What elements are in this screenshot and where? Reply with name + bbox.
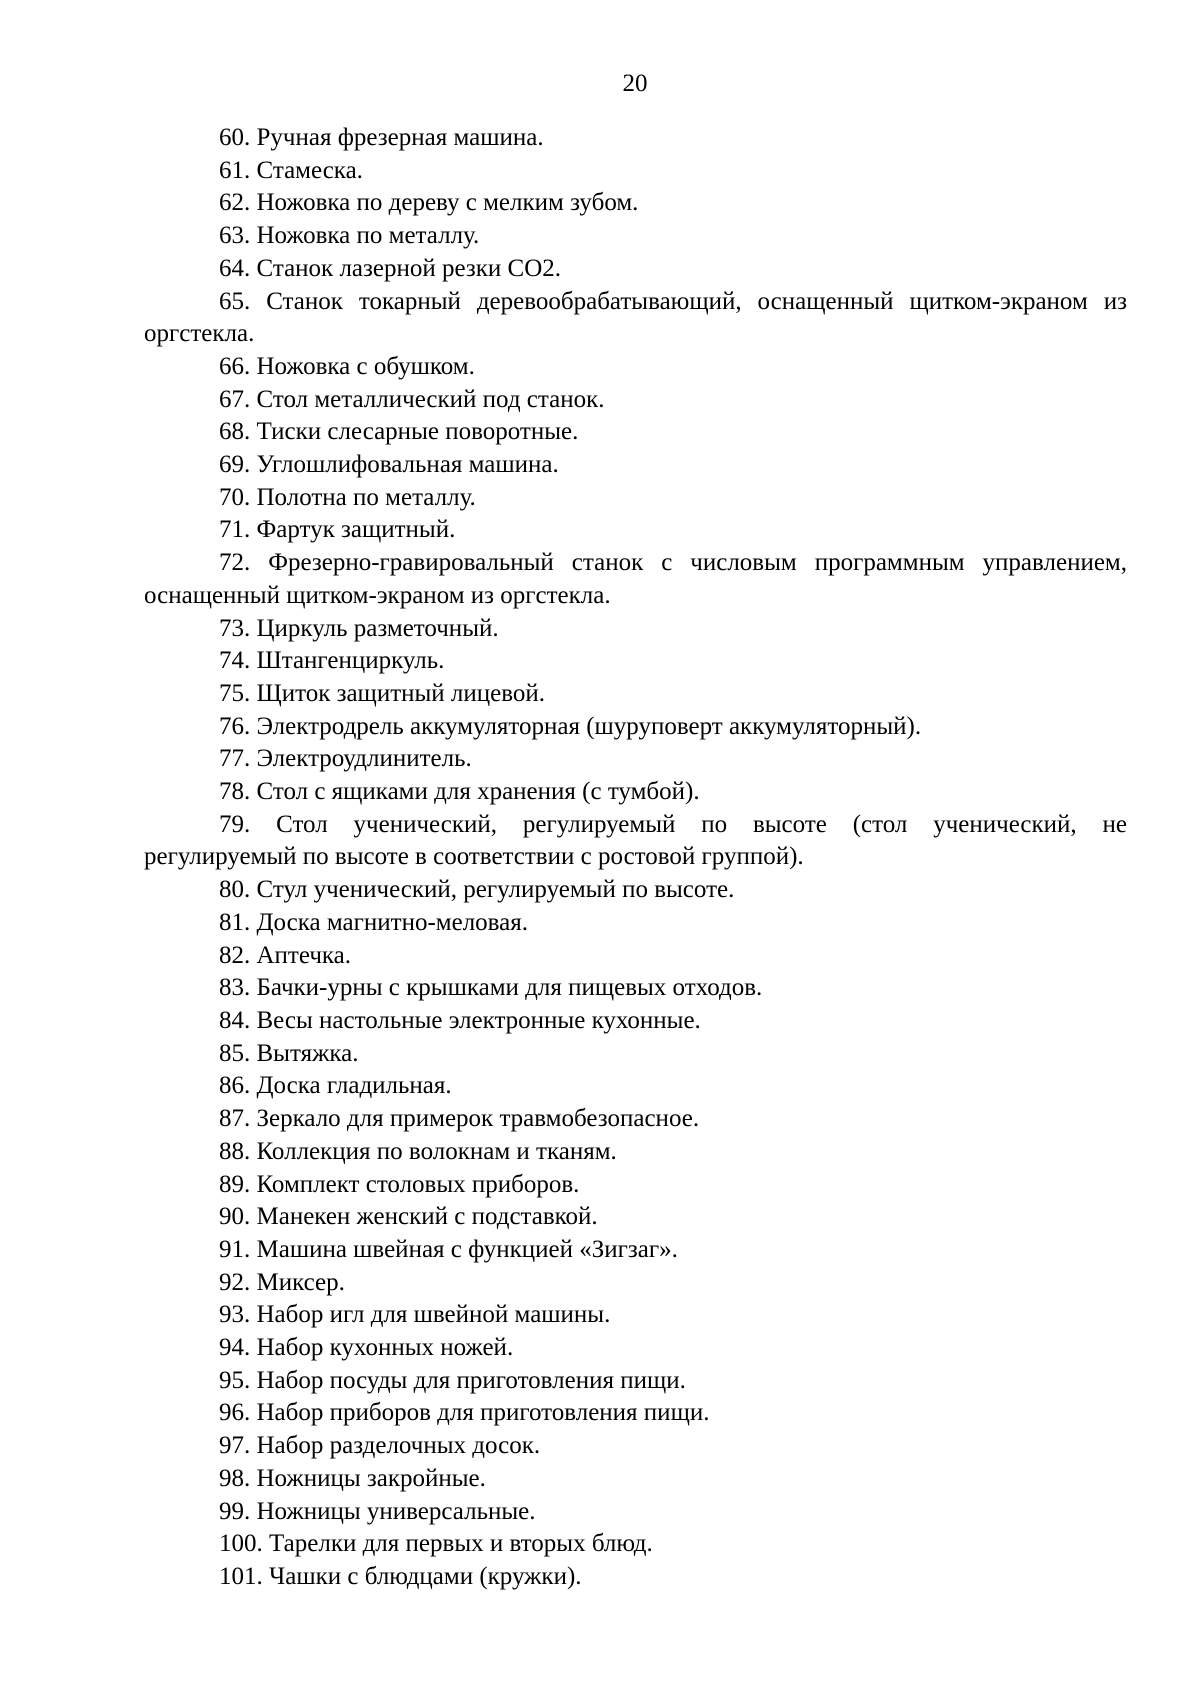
list-item: 101. Чашки с блюдцами (кружки). (219, 1562, 582, 1590)
page-number: 20 (622, 70, 648, 97)
list-item: 67. Стол металлический под станок. (219, 385, 605, 413)
list-item: 97. Набор разделочных досок. (219, 1432, 541, 1460)
list-item: 90. Манекен женский с подставкой. (219, 1203, 598, 1231)
list-item: 70. Полотна по металлу. (219, 483, 476, 511)
list-item: 62. Ножовка по дереву с мелким зубом. (219, 189, 639, 217)
list-item: 78. Стол с ящиками для хранения (с тумбой). (219, 778, 700, 806)
list-item: 98. Ножницы закройные. (219, 1464, 486, 1492)
list-item: 91. Машина швейная с функцией «Зигзаг». (219, 1235, 678, 1263)
list-item: 85. Вытяжка. (219, 1039, 359, 1067)
list-item: 82. Аптечка. (219, 941, 352, 969)
list-item: 72. Фрезерно-гравировальный станок с числовым программным управлением, оснащенный щитком-экраном из оргстекла. (144, 549, 1127, 609)
list-item: 88. Коллекция по волокнам и тканям. (219, 1137, 617, 1165)
list-item: 99. Ножницы универсальные. (219, 1497, 536, 1525)
list-item: 81. Доска магнитно-меловая. (219, 908, 528, 936)
list-item: 100. Тарелки для первых и вторых блюд. (219, 1530, 653, 1558)
list-item: 68. Тиски слесарные поворотные. (219, 418, 579, 446)
list-item: 61. Стамеска. (219, 156, 363, 184)
list-item: 66. Ножовка с обушком. (219, 352, 475, 380)
list-item: 74. Штангенциркуль. (219, 647, 445, 675)
list-item: 73. Циркуль разметочный. (219, 614, 499, 642)
list-item: 86. Доска гладильная. (219, 1072, 452, 1100)
equipment-list (144, 122, 1127, 1594)
list-item: 93. Набор игл для швейной машины. (219, 1301, 611, 1329)
list-item: 75. Щиток защитный лицевой. (219, 679, 546, 707)
list-item: 87. Зеркало для примерок травмобезопасное. (219, 1105, 700, 1133)
list-item: 89. Комплект столовых приборов. (219, 1170, 580, 1198)
list-item: 71. Фартук защитный. (219, 516, 456, 544)
list-item: 69. Углошлифовальная машина. (219, 451, 559, 479)
list-item: 77. Электроудлинитель. (219, 745, 472, 773)
list-item: 60. Ручная фрезерная машина. (219, 124, 544, 151)
list-item: 94. Набор кухонных ножей. (219, 1334, 514, 1362)
list-item: 83. Бачки-урны с крышками для пищевых отходов. (219, 974, 763, 1002)
list-item: 84. Весы настольные электронные кухонные. (219, 1006, 701, 1034)
list-item: 63. Ножовка по металлу. (219, 222, 480, 250)
list-item: 64. Станок лазерной резки CO2. (219, 254, 562, 282)
list-item: 79. Стол ученический, регулируемый по высоте (стол ученический, не регулируемый по высоте в соответствии с ростовой группой). (144, 810, 1127, 871)
list-item: 95. Набор посуды для приготовления пищи. (219, 1366, 686, 1394)
list-item: 92. Миксер. (219, 1268, 345, 1296)
list-item: 80. Стул ученический, регулируемый по высоте. (219, 876, 735, 904)
list-item: 76. Электродрель аккумуляторная (шуруповерт аккумуляторный). (219, 712, 922, 740)
list-item: 65. Станок токарный деревообрабатывающий, оснащенный щитком-экраном из оргстекла. (144, 287, 1127, 348)
list-item: 96. Набор приборов для приготовления пищи. (219, 1399, 710, 1427)
